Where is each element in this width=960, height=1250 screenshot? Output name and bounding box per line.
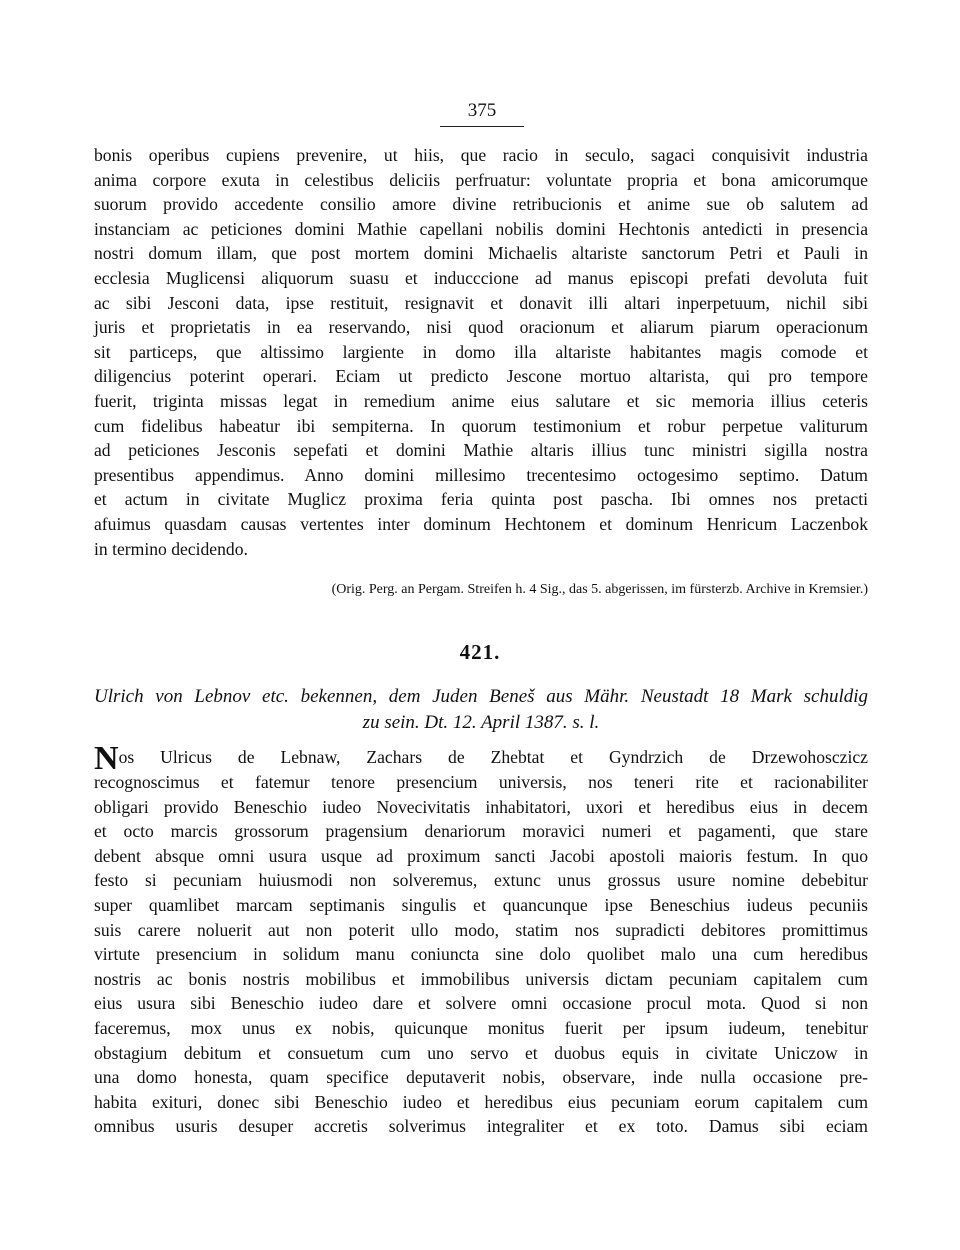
source-note: (Orig. Perg. an Pergam. Streifen h. 4 Sig., das 5. abgerissen, im fürsterzb. Archive in Kremsier.) [331,582,868,597]
text-line: obstagium debitum et consuetum cum uno servo et duobus equis in civitate Uniczow in [94,1042,868,1063]
text-line: suis carere noluerit aut non poterit ullo modo, statim nos supradicti debitores promittimus [94,919,868,940]
text-line: diligencius poterint operari. Eciam ut predicto Jescone mortuo altarista, qui pro tempore [94,366,868,387]
text-line: nostris ac bonis nostris mobilibus et immobilibus universis dictam pecuniam capitalem cum [94,968,868,989]
document-number: 421. [459,640,501,664]
text-line: bonis operibus cupiens prevenire, ut hiis, que racio in seculo, sagaci conquisivit industria [94,145,868,165]
text-line: obligari provido Beneschio iudeo Novecivitatis inhabitatori, uxori et heredibus eius in decem [94,796,868,817]
charter-first-line [94,740,868,777]
text-line: recognoscimus et fatemur tenore presencium universis, nos teneri rite et racionabiliter [94,772,868,792]
text-line: una domo honesta, quam specifice deputaverit nobis, observare, inde nulla occasione pre- [94,1067,868,1088]
text-line: presentibus appendimus. Anno domini millesimo trecentesimo octogesimo septimo. Datum [94,464,868,485]
text-line: habita exituri, donec sibi Beneschio iudeo et heredibus eius pecuniam eorum capitalem cum [94,1091,868,1112]
text-line: cum fidelibus habeatur ibi sempiterna. In quorum testimonium et robur perpetue valiturum [94,415,868,436]
text-line: ad peticiones Jesconis sepefati et domini Mathie altaris illius tunc ministri sigilla nostra [94,440,868,461]
text-line: suorum provido accedente consilio amore divine retribucionis et anime sue ob salutem ad [94,194,868,215]
text-line: sit particeps, que altissimo largiente in domo illa altariste habitantes magis comode et [94,341,868,362]
text-line: nostri domum illam, que post mortem domini Michaelis altariste sanctorum Petri et Pauli in [94,243,868,264]
regest-heading-line-2: zu sein. Dt. 12. April 1387. s. l. [362,712,600,733]
text-line: instanciam ac peticiones domini Mathie capellani nobilis domini Hechtonis antedicti in presencia [94,218,868,239]
text-line: in termino decidendo. [94,538,248,559]
text-line: super quamlibet marcam septimanis singulis et quancunque ipse Beneschius iudeus pecuniis [94,895,868,915]
text-line: faceremus, mox unus ex nobis, quicunque monitus fuerit per ipsum iudeum, tenebitur [94,1018,868,1038]
text-line: virtute presencium in solidum manu coniuncta sine dolo quolibet malo una cum heredibus [94,944,868,965]
text-line: juris et proprietatis in ea reservando, nisi quod oracionum et aliarum piarum operacionum [94,317,868,338]
page-number-rule [440,126,524,127]
initial-letter: N [94,740,119,777]
text-line: ac sibi Jesconi data, ipse restituit, resignavit et donavit illi altari inperpetuum, nichil sibi [94,292,868,313]
text-line: omnibus usuris desuper accretis solverimus integraliter et ex toto. Damus sibi eciam [94,1116,868,1137]
first-line-text: os Ulricus de Lebnaw, Zachars de Zhebtat et Gyndrzich de Drzewohosczicz [118,747,868,767]
text-line: et actum in civitate Muglicz proxima feria quinta post pascha. Ibi omnes nos pretacti [94,489,868,510]
text-line: et octo marcis grossorum pragensium denariorum moravici numeri et pagamenti, que stare [94,821,868,842]
text-line: afuimus quasdam causas vertentes inter dominum Hechtonem et dominum Henricum Laczenbok [94,514,868,534]
text-line: anima corpore exuta in celestibus deliciis perfruatur: voluntate propria et bona amicorumque [94,169,868,190]
text-line: fuerit, triginta missas legat in remedium anime eius salutare et sic memoria illius ceteris [94,391,868,411]
regest-heading-line-1: Ulrich von Lebnov etc. bekennen, dem Juden Beneš aus Mähr. Neustadt 18 Mark schuldig [94,686,868,707]
text-line: festo si pecuniam huiusmodi non solveremus, extunc unus grossus usure nomine debebitur [94,870,868,891]
text-line: debent absque omni usura usque ad proximum sancti Jacobi apostoli maioris festum. In quo [94,845,868,866]
text-line: ecclesia Muglicensi aliquorum suasu et inducccione ad manus episcopi prefati devoluta fuit [94,268,868,288]
page-number: 375 [467,100,497,121]
text-line: eius usura sibi Beneschio iudeo dare et solvere omni occasione procul mota. Quod si non [94,993,868,1014]
